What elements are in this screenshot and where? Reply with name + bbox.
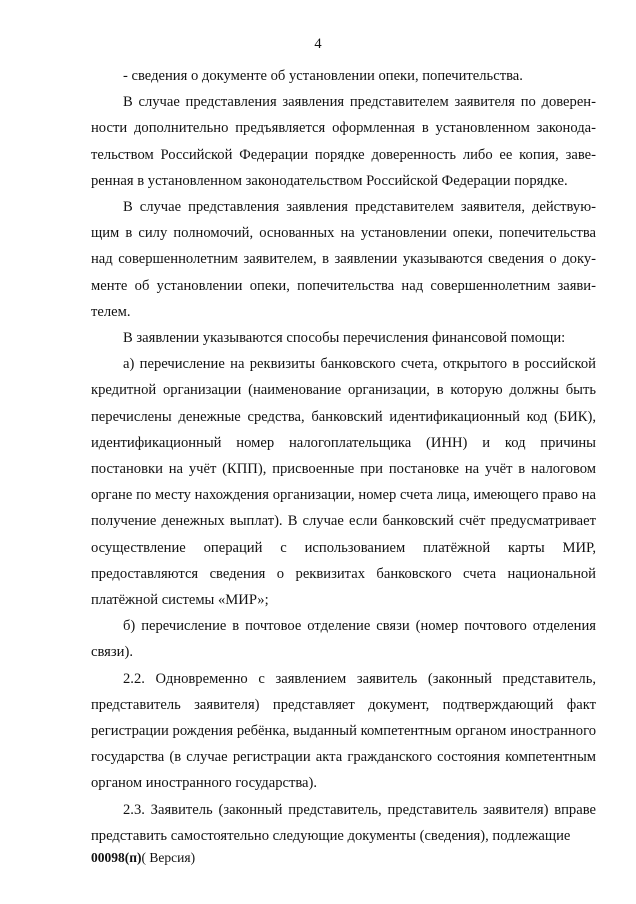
paragraph-payment-methods: В заявлении указываются способы перечисления финансовой помощи: [123,330,566,347]
document-code: 00098(п) [91,850,142,865]
document-version: ( Версия) [141,850,196,865]
paragraph-section-2-3: 2.3. Заявитель (законный представитель, представитель заявителя) вправе представить самостоятельно следующие документы (сведения), подлежащие [91,801,596,844]
paragraph-postal-transfer: б) перечисление в почтовое отделение связи (номер почтового отделения связи). [91,618,596,661]
paragraph-guardian-representative: В случае представления заявления представителем заявителя, действующим в силу полномочий, основанных на установлении опеки, попечительства над совершеннолетним заявителем, в заявлении указываются сведения о документе об установлении опеки, попечительства над совершеннолетним заявителем. [91,199,596,320]
page-footer [91,850,195,866]
document-body [91,63,596,849]
paragraph-bank-transfer: а) перечисление на реквизиты банковского счета, открытого в российской кредитной организации (наименование организации, в которую должны быть перечислены денежные средства, банковский идентификационный код (БИК), идентификационный номер налогоплательщика (ИНН) и код причины постановки на учёт (КПП), присвоенные при постановке на учёт в налоговом органе по месту нахождения организации, номер счета лица, имеющего право на получение денежных выплат). В случае если банковский счёт предусматривает осуществление операций с использованием платёжной карты МИР, предоставляются сведения о реквизитах банковского счета национальной платёжной системы «МИР»; [91,356,596,609]
page-number: 4 [314,36,322,52]
paragraph-guardianship-info: - сведения о документе об установлении опеки, попечительства. [123,68,523,84]
paragraph-section-2-2: 2.2. Одновременно с заявлением заявитель (законный представитель, представитель заявителя) представляет документ, подтверждающий факт регистрации рождения ребёнка, выданный компетентным органом иностранного государства (в случае регистрации акта гражданского состояния компетентным органом иностранного государства). [91,670,596,792]
paragraph-power-of-attorney: В случае представления заявления представителем заявителя по доверенности дополнительно предъявляется оформленная в установленном законодательством Российской Федерации порядке доверенность либо ее копия, заверенная в установленном законодательством Российской Федерации порядке. [91,94,596,189]
